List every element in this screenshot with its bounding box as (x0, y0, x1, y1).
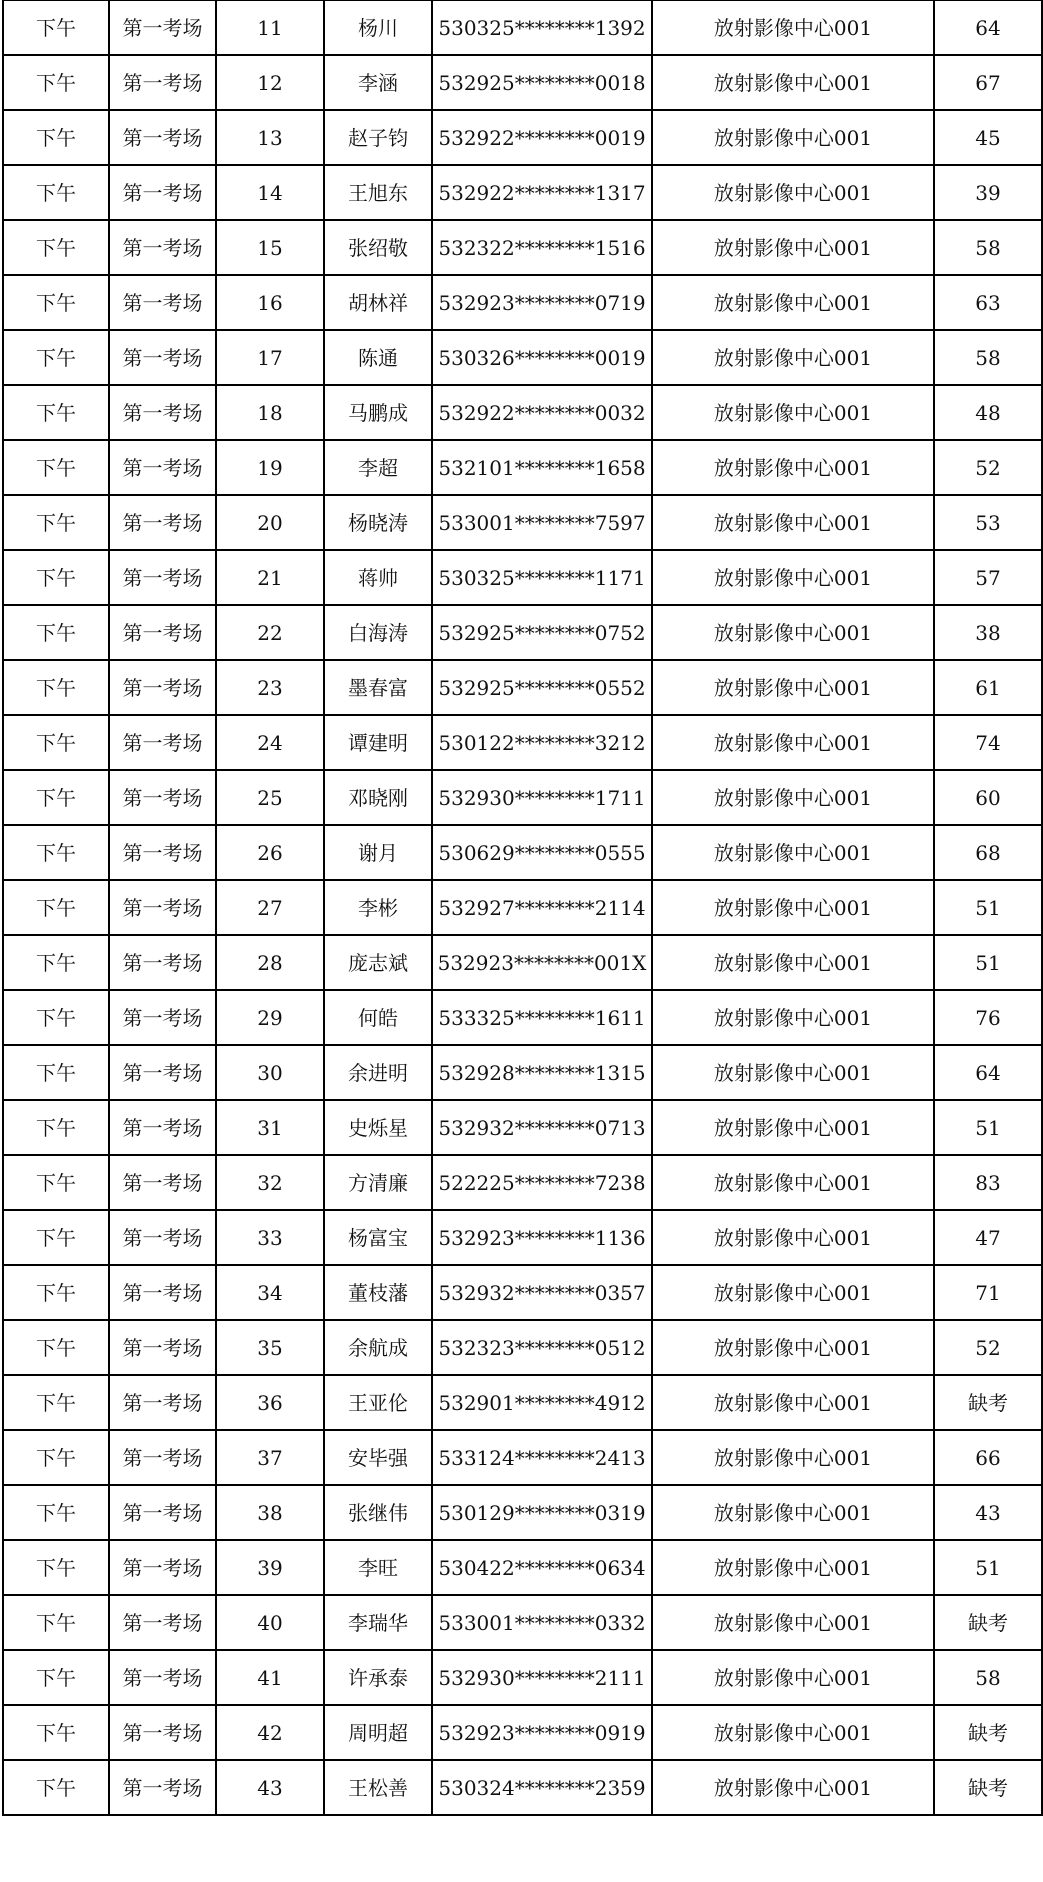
table-row (3, 275, 1042, 330)
session-cell: 下午 (3, 1705, 109, 1760)
session-cell: 下午 (3, 935, 109, 990)
table-row (3, 1650, 1042, 1705)
position-code-cell: 放射影像中心001 (652, 1155, 934, 1210)
score-cell: 53 (934, 495, 1042, 550)
table-row (3, 385, 1042, 440)
table-row (3, 1155, 1042, 1210)
table-row (3, 1320, 1042, 1375)
candidate-name-cell: 王旭东 (324, 165, 432, 220)
id-number-cell: 532101********1658 (432, 440, 652, 495)
id-number-cell: 530422********0634 (432, 1540, 652, 1595)
id-number-cell: 533325********1611 (432, 990, 652, 1045)
table-row (3, 935, 1042, 990)
score-cell: 68 (934, 825, 1042, 880)
position-code-cell: 放射影像中心001 (652, 770, 934, 825)
seat-number-cell: 15 (216, 220, 324, 275)
candidate-name-cell: 安毕强 (324, 1430, 432, 1485)
table-row (3, 880, 1042, 935)
table-row (3, 1045, 1042, 1100)
id-number-cell: 532923********0919 (432, 1705, 652, 1760)
seat-number-cell: 27 (216, 880, 324, 935)
session-cell: 下午 (3, 550, 109, 605)
id-number-cell: 532901********4912 (432, 1375, 652, 1430)
table-row (3, 440, 1042, 495)
exam-room-cell: 第一考场 (109, 1375, 216, 1430)
candidate-name-cell: 胡林祥 (324, 275, 432, 330)
seat-number-cell: 21 (216, 550, 324, 605)
table-row (3, 1210, 1042, 1265)
session-cell: 下午 (3, 1320, 109, 1375)
seat-number-cell: 19 (216, 440, 324, 495)
exam-room-cell: 第一考场 (109, 1155, 216, 1210)
candidate-name-cell: 方清廉 (324, 1155, 432, 1210)
exam-room-cell: 第一考场 (109, 825, 216, 880)
session-cell: 下午 (3, 715, 109, 770)
exam-room-cell: 第一考场 (109, 275, 216, 330)
score-cell: 64 (934, 1045, 1042, 1100)
table-row (3, 1430, 1042, 1485)
id-number-cell: 532322********1516 (432, 220, 652, 275)
score-table (2, 0, 1043, 1816)
seat-number-cell: 16 (216, 275, 324, 330)
position-code-cell: 放射影像中心001 (652, 330, 934, 385)
session-cell: 下午 (3, 495, 109, 550)
score-cell: 51 (934, 880, 1042, 935)
seat-number-cell: 35 (216, 1320, 324, 1375)
seat-number-cell: 13 (216, 110, 324, 165)
seat-number-cell: 17 (216, 330, 324, 385)
exam-room-cell: 第一考场 (109, 1210, 216, 1265)
score-cell: 61 (934, 660, 1042, 715)
session-cell: 下午 (3, 385, 109, 440)
candidate-name-cell: 李彬 (324, 880, 432, 935)
id-number-cell: 532930********2111 (432, 1650, 652, 1705)
exam-room-cell: 第一考场 (109, 165, 216, 220)
candidate-name-cell: 李旺 (324, 1540, 432, 1595)
seat-number-cell: 30 (216, 1045, 324, 1100)
position-code-cell: 放射影像中心001 (652, 1045, 934, 1100)
candidate-name-cell: 陈通 (324, 330, 432, 385)
candidate-name-cell: 王松善 (324, 1760, 432, 1815)
session-cell: 下午 (3, 1595, 109, 1650)
candidate-name-cell: 蒋帅 (324, 550, 432, 605)
seat-number-cell: 40 (216, 1595, 324, 1650)
score-cell: 66 (934, 1430, 1042, 1485)
candidate-name-cell: 余进明 (324, 1045, 432, 1100)
position-code-cell: 放射影像中心001 (652, 1210, 934, 1265)
table-row (3, 1760, 1042, 1815)
score-cell: 39 (934, 165, 1042, 220)
id-number-cell: 530325********1392 (432, 1, 652, 56)
position-code-cell: 放射影像中心001 (652, 1100, 934, 1155)
seat-number-cell: 29 (216, 990, 324, 1045)
seat-number-cell: 33 (216, 1210, 324, 1265)
table-row (3, 605, 1042, 660)
seat-number-cell: 38 (216, 1485, 324, 1540)
exam-room-cell: 第一考场 (109, 385, 216, 440)
table-row (3, 1, 1042, 56)
score-cell: 76 (934, 990, 1042, 1045)
exam-room-cell: 第一考场 (109, 1265, 216, 1320)
seat-number-cell: 20 (216, 495, 324, 550)
position-code-cell: 放射影像中心001 (652, 1540, 934, 1595)
id-number-cell: 532928********1315 (432, 1045, 652, 1100)
position-code-cell: 放射影像中心001 (652, 440, 934, 495)
score-cell: 52 (934, 440, 1042, 495)
exam-room-cell: 第一考场 (109, 1320, 216, 1375)
candidate-name-cell: 李超 (324, 440, 432, 495)
session-cell: 下午 (3, 1045, 109, 1100)
candidate-name-cell: 杨川 (324, 1, 432, 56)
position-code-cell: 放射影像中心001 (652, 605, 934, 660)
position-code-cell: 放射影像中心001 (652, 825, 934, 880)
score-cell: 74 (934, 715, 1042, 770)
table-row (3, 495, 1042, 550)
seat-number-cell: 41 (216, 1650, 324, 1705)
id-number-cell: 530629********0555 (432, 825, 652, 880)
position-code-cell: 放射影像中心001 (652, 550, 934, 605)
candidate-name-cell: 董枝藩 (324, 1265, 432, 1320)
seat-number-cell: 26 (216, 825, 324, 880)
session-cell: 下午 (3, 990, 109, 1045)
seat-number-cell: 36 (216, 1375, 324, 1430)
seat-number-cell: 23 (216, 660, 324, 715)
seat-number-cell: 12 (216, 55, 324, 110)
exam-room-cell: 第一考场 (109, 1485, 216, 1540)
position-code-cell: 放射影像中心001 (652, 1, 934, 56)
score-cell: 48 (934, 385, 1042, 440)
score-cell: 47 (934, 1210, 1042, 1265)
position-code-cell: 放射影像中心001 (652, 1320, 934, 1375)
id-number-cell: 532922********1317 (432, 165, 652, 220)
position-code-cell: 放射影像中心001 (652, 1375, 934, 1430)
table-row (3, 1485, 1042, 1540)
score-cell: 64 (934, 1, 1042, 56)
score-cell: 57 (934, 550, 1042, 605)
exam-room-cell: 第一考场 (109, 1100, 216, 1155)
score-cell: 38 (934, 605, 1042, 660)
id-number-cell: 532932********0713 (432, 1100, 652, 1155)
exam-room-cell: 第一考场 (109, 220, 216, 275)
exam-room-cell: 第一考场 (109, 880, 216, 935)
score-cell: 51 (934, 1100, 1042, 1155)
score-cell: 58 (934, 1650, 1042, 1705)
score-cell: 52 (934, 1320, 1042, 1375)
score-cell: 缺考 (934, 1375, 1042, 1430)
score-cell: 43 (934, 1485, 1042, 1540)
table-row (3, 1540, 1042, 1595)
table-row (3, 220, 1042, 275)
candidate-name-cell: 李涵 (324, 55, 432, 110)
session-cell: 下午 (3, 1540, 109, 1595)
position-code-cell: 放射影像中心001 (652, 110, 934, 165)
score-cell: 71 (934, 1265, 1042, 1320)
position-code-cell: 放射影像中心001 (652, 1595, 934, 1650)
candidate-name-cell: 杨晓涛 (324, 495, 432, 550)
position-code-cell: 放射影像中心001 (652, 275, 934, 330)
candidate-name-cell: 杨富宝 (324, 1210, 432, 1265)
session-cell: 下午 (3, 1210, 109, 1265)
session-cell: 下午 (3, 1430, 109, 1485)
position-code-cell: 放射影像中心001 (652, 935, 934, 990)
session-cell: 下午 (3, 55, 109, 110)
session-cell: 下午 (3, 165, 109, 220)
seat-number-cell: 18 (216, 385, 324, 440)
table-row (3, 1595, 1042, 1650)
exam-room-cell: 第一考场 (109, 1045, 216, 1100)
id-number-cell: 532925********0752 (432, 605, 652, 660)
exam-room-cell: 第一考场 (109, 1, 216, 56)
candidate-name-cell: 许承泰 (324, 1650, 432, 1705)
exam-room-cell: 第一考场 (109, 1650, 216, 1705)
id-number-cell: 533001********7597 (432, 495, 652, 550)
candidate-name-cell: 何皓 (324, 990, 432, 1045)
seat-number-cell: 28 (216, 935, 324, 990)
session-cell: 下午 (3, 220, 109, 275)
id-number-cell: 533001********0332 (432, 1595, 652, 1650)
seat-number-cell: 22 (216, 605, 324, 660)
table-row (3, 825, 1042, 880)
id-number-cell: 522225********7238 (432, 1155, 652, 1210)
position-code-cell: 放射影像中心001 (652, 1265, 934, 1320)
seat-number-cell: 43 (216, 1760, 324, 1815)
session-cell: 下午 (3, 1760, 109, 1815)
id-number-cell: 532925********0018 (432, 55, 652, 110)
score-cell: 缺考 (934, 1760, 1042, 1815)
position-code-cell: 放射影像中心001 (652, 1485, 934, 1540)
session-cell: 下午 (3, 825, 109, 880)
table-row (3, 550, 1042, 605)
exam-room-cell: 第一考场 (109, 550, 216, 605)
id-number-cell: 532923********1136 (432, 1210, 652, 1265)
candidate-name-cell: 赵子钧 (324, 110, 432, 165)
table-row (3, 110, 1042, 165)
session-cell: 下午 (3, 330, 109, 385)
exam-room-cell: 第一考场 (109, 715, 216, 770)
score-cell: 缺考 (934, 1705, 1042, 1760)
session-cell: 下午 (3, 110, 109, 165)
candidate-name-cell: 马鹏成 (324, 385, 432, 440)
exam-room-cell: 第一考场 (109, 55, 216, 110)
exam-room-cell: 第一考场 (109, 935, 216, 990)
exam-room-cell: 第一考场 (109, 990, 216, 1045)
table-row (3, 715, 1042, 770)
id-number-cell: 532323********0512 (432, 1320, 652, 1375)
id-number-cell: 532925********0552 (432, 660, 652, 715)
position-code-cell: 放射影像中心001 (652, 220, 934, 275)
id-number-cell: 532927********2114 (432, 880, 652, 935)
id-number-cell: 532922********0032 (432, 385, 652, 440)
position-code-cell: 放射影像中心001 (652, 1705, 934, 1760)
exam-room-cell: 第一考场 (109, 605, 216, 660)
exam-room-cell: 第一考场 (109, 660, 216, 715)
seat-number-cell: 32 (216, 1155, 324, 1210)
session-cell: 下午 (3, 605, 109, 660)
table-row (3, 1100, 1042, 1155)
id-number-cell: 530325********1171 (432, 550, 652, 605)
exam-room-cell: 第一考场 (109, 1595, 216, 1650)
table-row (3, 55, 1042, 110)
candidate-name-cell: 张绍敬 (324, 220, 432, 275)
candidate-name-cell: 张继伟 (324, 1485, 432, 1540)
candidate-name-cell: 邓晓刚 (324, 770, 432, 825)
id-number-cell: 532923********0719 (432, 275, 652, 330)
exam-room-cell: 第一考场 (109, 770, 216, 825)
seat-number-cell: 31 (216, 1100, 324, 1155)
candidate-name-cell: 余航成 (324, 1320, 432, 1375)
table-row (3, 165, 1042, 220)
seat-number-cell: 37 (216, 1430, 324, 1485)
score-cell: 缺考 (934, 1595, 1042, 1650)
candidate-name-cell: 史烁星 (324, 1100, 432, 1155)
session-cell: 下午 (3, 1265, 109, 1320)
session-cell: 下午 (3, 1155, 109, 1210)
score-cell: 51 (934, 935, 1042, 990)
id-number-cell: 530326********0019 (432, 330, 652, 385)
candidate-name-cell: 白海涛 (324, 605, 432, 660)
seat-number-cell: 39 (216, 1540, 324, 1595)
session-cell: 下午 (3, 1650, 109, 1705)
position-code-cell: 放射影像中心001 (652, 1760, 934, 1815)
exam-room-cell: 第一考场 (109, 110, 216, 165)
table-row (3, 660, 1042, 715)
table-row (3, 1375, 1042, 1430)
candidate-name-cell: 李瑞华 (324, 1595, 432, 1650)
position-code-cell: 放射影像中心001 (652, 495, 934, 550)
exam-room-cell: 第一考场 (109, 440, 216, 495)
session-cell: 下午 (3, 770, 109, 825)
score-cell: 83 (934, 1155, 1042, 1210)
seat-number-cell: 14 (216, 165, 324, 220)
table-row (3, 770, 1042, 825)
candidate-name-cell: 王亚伦 (324, 1375, 432, 1430)
seat-number-cell: 24 (216, 715, 324, 770)
exam-room-cell: 第一考场 (109, 495, 216, 550)
table-row (3, 990, 1042, 1045)
score-table-body (3, 1, 1042, 1816)
candidate-name-cell: 庞志斌 (324, 935, 432, 990)
candidate-name-cell: 墨春富 (324, 660, 432, 715)
id-number-cell: 532930********1711 (432, 770, 652, 825)
score-cell: 63 (934, 275, 1042, 330)
id-number-cell: 532923********001X (432, 935, 652, 990)
table-row (3, 1705, 1042, 1760)
score-cell: 51 (934, 1540, 1042, 1595)
session-cell: 下午 (3, 440, 109, 495)
score-cell: 45 (934, 110, 1042, 165)
position-code-cell: 放射影像中心001 (652, 1650, 934, 1705)
session-cell: 下午 (3, 1, 109, 56)
session-cell: 下午 (3, 1485, 109, 1540)
seat-number-cell: 34 (216, 1265, 324, 1320)
exam-room-cell: 第一考场 (109, 1705, 216, 1760)
session-cell: 下午 (3, 660, 109, 715)
score-cell: 58 (934, 220, 1042, 275)
position-code-cell: 放射影像中心001 (652, 1430, 934, 1485)
exam-room-cell: 第一考场 (109, 1760, 216, 1815)
id-number-cell: 532932********0357 (432, 1265, 652, 1320)
session-cell: 下午 (3, 880, 109, 935)
id-number-cell: 530324********2359 (432, 1760, 652, 1815)
candidate-name-cell: 谢月 (324, 825, 432, 880)
table-row (3, 1265, 1042, 1320)
position-code-cell: 放射影像中心001 (652, 385, 934, 440)
id-number-cell: 532922********0019 (432, 110, 652, 165)
exam-room-cell: 第一考场 (109, 1430, 216, 1485)
seat-number-cell: 25 (216, 770, 324, 825)
id-number-cell: 533124********2413 (432, 1430, 652, 1485)
position-code-cell: 放射影像中心001 (652, 990, 934, 1045)
score-cell: 58 (934, 330, 1042, 385)
position-code-cell: 放射影像中心001 (652, 660, 934, 715)
seat-number-cell: 42 (216, 1705, 324, 1760)
exam-room-cell: 第一考场 (109, 330, 216, 385)
seat-number-cell: 11 (216, 1, 324, 56)
id-number-cell: 530122********3212 (432, 715, 652, 770)
candidate-name-cell: 周明超 (324, 1705, 432, 1760)
session-cell: 下午 (3, 1375, 109, 1430)
id-number-cell: 530129********0319 (432, 1485, 652, 1540)
session-cell: 下午 (3, 275, 109, 330)
exam-room-cell: 第一考场 (109, 1540, 216, 1595)
score-cell: 67 (934, 55, 1042, 110)
session-cell: 下午 (3, 1100, 109, 1155)
position-code-cell: 放射影像中心001 (652, 165, 934, 220)
candidate-name-cell: 谭建明 (324, 715, 432, 770)
score-cell: 60 (934, 770, 1042, 825)
position-code-cell: 放射影像中心001 (652, 55, 934, 110)
position-code-cell: 放射影像中心001 (652, 880, 934, 935)
table-row (3, 330, 1042, 385)
position-code-cell: 放射影像中心001 (652, 715, 934, 770)
